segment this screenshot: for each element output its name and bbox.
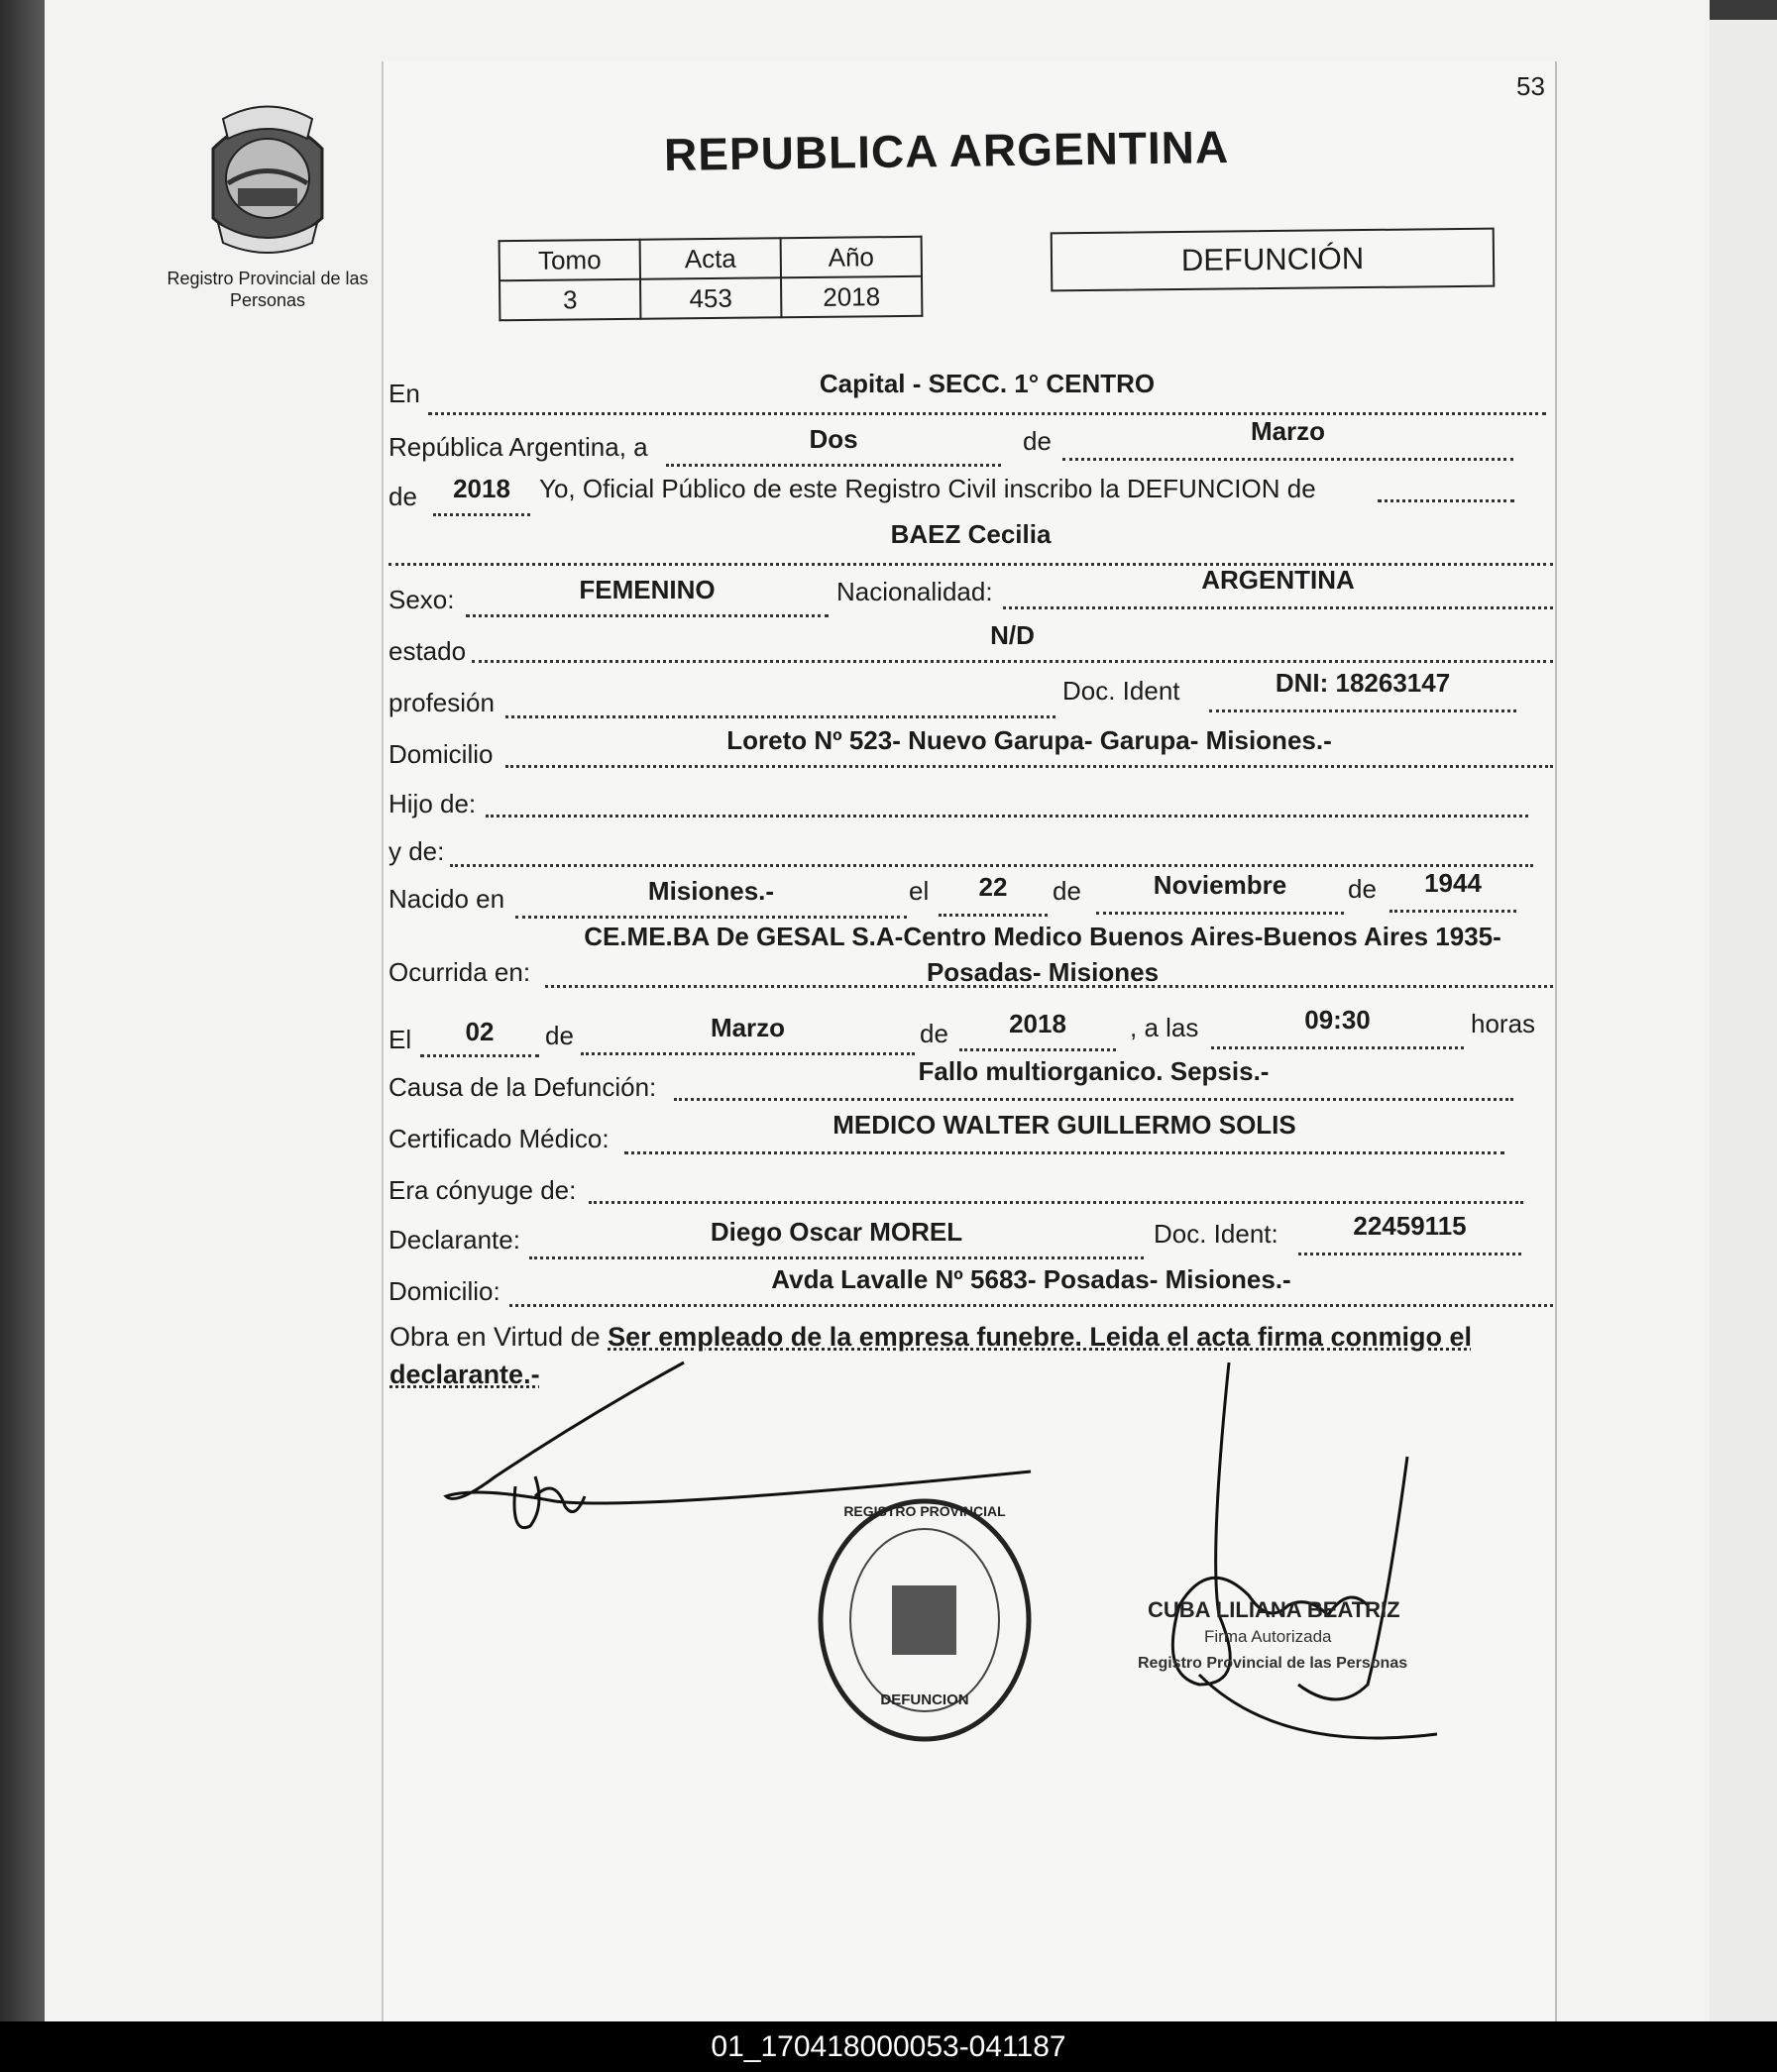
svg-text:REGISTRO PROVINCIAL: REGISTRO PROVINCIAL xyxy=(843,1503,1006,1519)
field-declarante-doc: 22459115 xyxy=(1353,1211,1467,1241)
field-certificado: MEDICO WALTER GUILLERMO SOLIS xyxy=(833,1110,1296,1140)
label-certificado: Certificado Médico: xyxy=(389,1124,610,1153)
label-republica: República Argentina, a xyxy=(389,432,648,462)
label-sexo: Sexo: xyxy=(389,585,455,614)
field-nac-dia: 22 xyxy=(978,872,1008,902)
field-ocurrida-1: CE.ME.BA De GESAL S.A-Centro Medico Buenos Aires-Buenos Aires 1935- xyxy=(584,922,1501,951)
field-doc-ident: DNI: 18263147 xyxy=(1275,668,1451,698)
value-acta: 453 xyxy=(640,277,781,318)
label-profesion: profesión xyxy=(389,688,495,717)
label-de-2: de xyxy=(389,482,417,511)
row-profesion xyxy=(389,668,1553,717)
document-title: REPUBLICA ARGENTINA xyxy=(663,121,1230,180)
label-domicilio: Domicilio xyxy=(389,739,494,769)
field-fall-anio: 2018 xyxy=(1009,1009,1066,1038)
row-sexo xyxy=(389,565,1553,614)
label-nacido-en: Nacido en xyxy=(389,884,505,914)
label-declarante: Declarante: xyxy=(389,1225,520,1254)
field-nacido-en: Misiones.- xyxy=(647,876,775,906)
row-conyuge xyxy=(389,1167,1553,1207)
label-y-de: y de: xyxy=(389,836,445,866)
row-causa xyxy=(389,1056,1553,1102)
svg-text:DEFUNCION: DEFUNCION xyxy=(880,1691,969,1708)
field-sexo: FEMENINO xyxy=(579,575,716,604)
row-lugar xyxy=(389,369,1553,414)
label-en: En xyxy=(389,379,420,408)
field-ocurrida-2: Posadas- Misiones xyxy=(926,957,1160,987)
header-acta: Acta xyxy=(640,238,781,278)
label-hijo-de: Hijo de: xyxy=(389,789,477,818)
field-fall-mes: Marzo xyxy=(710,1013,786,1042)
row-fecha xyxy=(389,416,1553,464)
label-doc-ident: Doc. Ident xyxy=(1062,676,1180,706)
label-conyuge: Era cónyuge de: xyxy=(389,1175,577,1205)
label-de-4: de xyxy=(1348,874,1377,904)
field-nac-mes: Noviembre xyxy=(1153,870,1287,900)
label-obra: Obra en Virtud de xyxy=(389,1322,601,1352)
label-horas: horas xyxy=(1471,1009,1536,1038)
value-tomo: 3 xyxy=(500,279,640,320)
page-number: 53 xyxy=(1516,71,1545,101)
row-hijo xyxy=(389,781,1553,820)
registry-stamp-icon xyxy=(808,1486,1046,1754)
official-stamp-office: Registro Provincial de las Personas xyxy=(1138,1655,1408,1672)
label-domicilio-2: Domicilio: xyxy=(389,1276,500,1306)
row-anio xyxy=(389,474,1553,513)
record-table xyxy=(499,236,924,321)
label-de-3: de xyxy=(1053,876,1081,906)
row-estado xyxy=(389,620,1553,666)
label-el-cap: El xyxy=(389,1025,412,1054)
row-nombre xyxy=(389,519,1553,559)
field-domicilio: Loreto Nº 523- Nuevo Garupa- Garupa- Misiones.- xyxy=(726,725,1332,755)
field-dia: Dos xyxy=(809,424,858,454)
row-fallecimiento xyxy=(389,1005,1553,1054)
province-seal-icon xyxy=(193,99,342,258)
field-nacionalidad: ARGENTINA xyxy=(1201,565,1355,595)
label-nacionalidad: Nacionalidad: xyxy=(836,577,993,606)
header-anio: Año xyxy=(781,237,922,277)
value-anio: 2018 xyxy=(781,276,922,317)
row-declarante xyxy=(389,1211,1553,1256)
record-type-box: DEFUNCIÓN xyxy=(1051,228,1496,292)
registry-name: Registro Provincial de las Personas xyxy=(167,269,369,310)
label-causa: Causa de la Defunción: xyxy=(389,1072,657,1102)
field-nac-anio: 1944 xyxy=(1424,868,1482,898)
official-signature-icon xyxy=(1140,1358,1467,1764)
header-tomo: Tomo xyxy=(500,240,640,280)
field-anio: 2018 xyxy=(453,474,510,503)
footer-document-id: 01_170418000053-041187 xyxy=(0,2021,1777,2072)
field-estado: N/D xyxy=(990,620,1035,650)
label-estado: estado xyxy=(389,636,467,666)
label-de: de xyxy=(1023,426,1052,456)
official-stamp-role: Firma Autorizada xyxy=(1204,1627,1332,1646)
row-domicilio-declarante xyxy=(389,1264,1553,1308)
field-declarante-dom: Avda Lavalle Nº 5683- Posadas- Misiones.- xyxy=(771,1264,1291,1294)
row-ocurrida xyxy=(389,922,1553,1001)
field-lugar: Capital - SECC. 1° CENTRO xyxy=(819,369,1156,398)
label-el: el xyxy=(909,876,930,906)
field-obra-2: declarante.- xyxy=(389,1360,540,1389)
row-domicilio xyxy=(389,725,1553,769)
field-fall-hora: 09:30 xyxy=(1304,1005,1371,1035)
row-nacido xyxy=(389,868,1553,916)
label-doc-ident-2: Doc. Ident: xyxy=(1154,1219,1278,1249)
field-nombre: BAEZ Cecilia xyxy=(890,519,1052,549)
field-fall-dia: 02 xyxy=(465,1017,495,1046)
field-declarante: Diego Oscar MOREL xyxy=(710,1217,963,1247)
label-de-6: de xyxy=(920,1019,948,1048)
row-y-de xyxy=(389,828,1553,868)
label-ocurrida-en: Ocurrida en: xyxy=(389,957,531,987)
field-causa: Fallo multiorganico. Sepsis.- xyxy=(918,1056,1270,1086)
field-mes: Marzo xyxy=(1250,416,1326,446)
official-stamp-name: CUBA LILIANA BEATRIZ xyxy=(1148,1597,1400,1622)
label-a-las: , a las xyxy=(1130,1013,1199,1042)
label-de-5: de xyxy=(545,1021,574,1050)
label-inscribo: Yo, Oficial Público de este Registro Civil inscribo la DEFUNCION de xyxy=(539,474,1316,503)
row-certificado xyxy=(389,1110,1553,1153)
field-obra-1: Ser empleado de la empresa funebre. Leida el acta firma conmigo el xyxy=(608,1322,1472,1352)
